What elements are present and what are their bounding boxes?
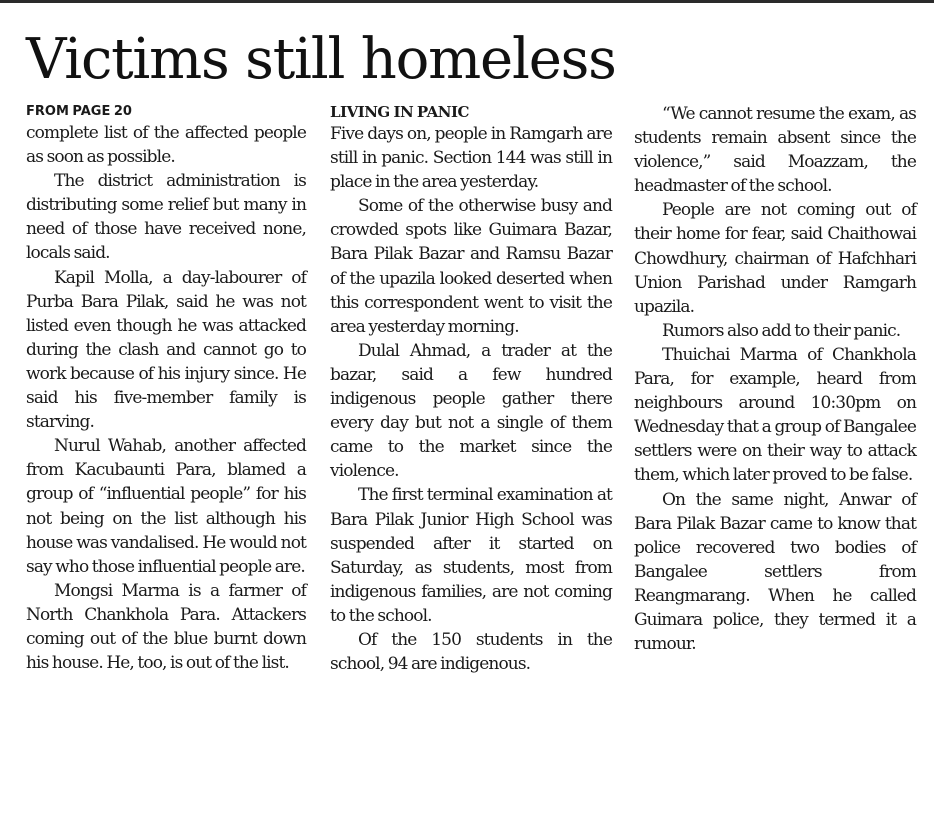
paragraph: Rumors also add to their panic. <box>662 320 901 341</box>
headline: Victims still homeless <box>26 27 616 92</box>
paragraph: Kapil Molla, a day-labourer of Purba Bara Pilak, said he was not listed even though he was attacked during the clash and cannot go to work because of his injury since. He said his five-member family is starving. <box>26 267 306 433</box>
paragraph: The district administration is distributing some relief but many in need of those have received none, locals said. <box>26 171 306 264</box>
column-1 <box>26 102 306 675</box>
paragraph: Some of the otherwise busy and crowded spots like Guimara Bazar, Bara Pilak Bazar and Ramsu Bazar of the upazila looked deserted when this correspondent went to visit the area yesterday morning. <box>330 196 612 337</box>
paragraph: On the same night, Anwar of Bara Pilak Bazar came to know that police recovered two bodies of Bangalee settlers from Reangmarang. When he called Guimara police, they termed it a rumour. <box>634 489 916 655</box>
top-rule <box>0 0 934 3</box>
jump-line: FROM PAGE 20 <box>26 104 132 119</box>
paragraph: Nurul Wahab, another affected from Kacubaunti Para, blamed a group of “influential people” for his not being on the list although his house was vandalised. He would not say who those influential people are. <box>26 436 306 577</box>
paragraph: The first terminal examination at Bara Pilak Junior High School was suspended after it started on Saturday, as students, most from indigenous families, are not coming to the school. <box>330 485 612 626</box>
subhead: LIVING IN PANIC <box>330 103 469 121</box>
paragraph: complete list of the affected people as soon as possible. <box>26 123 306 168</box>
column-3 <box>634 102 916 656</box>
paragraph: Five days on, people in Ramgarh are still in panic. Section 144 was still in place in the area yesterday. <box>330 124 612 193</box>
paragraph: Thuichai Marma of Chankhola Para, for example, heard from neighbours around 10:30pm on Wednesday that a group of Bangalee settlers were on their way to attack them, which later proved to be false. <box>634 344 916 486</box>
paragraph: Dulal Ahmad, a trader at the bazar, said a few hundred indigenous people gather there every day but not a single of them came to the market since the violence. <box>330 340 612 482</box>
column-2 <box>330 102 612 676</box>
paragraph: Mongsi Marma is a farmer of North Chankhola Para. Attackers coming out of the blue burnt down his house. He, too, is out of the list. <box>26 580 306 674</box>
paragraph: Of the 150 students in the school, 94 are indigenous. <box>330 629 612 675</box>
paragraph: “We cannot resume the exam, as students remain absent since the violence,” said Moazzam, the headmaster of the school. <box>634 104 916 197</box>
paragraph: People are not coming out of their home for fear, said Chaithowai Chowdhury, chairman of Hafchhari Union Parishad under Ramgarh upazila. <box>634 200 916 317</box>
